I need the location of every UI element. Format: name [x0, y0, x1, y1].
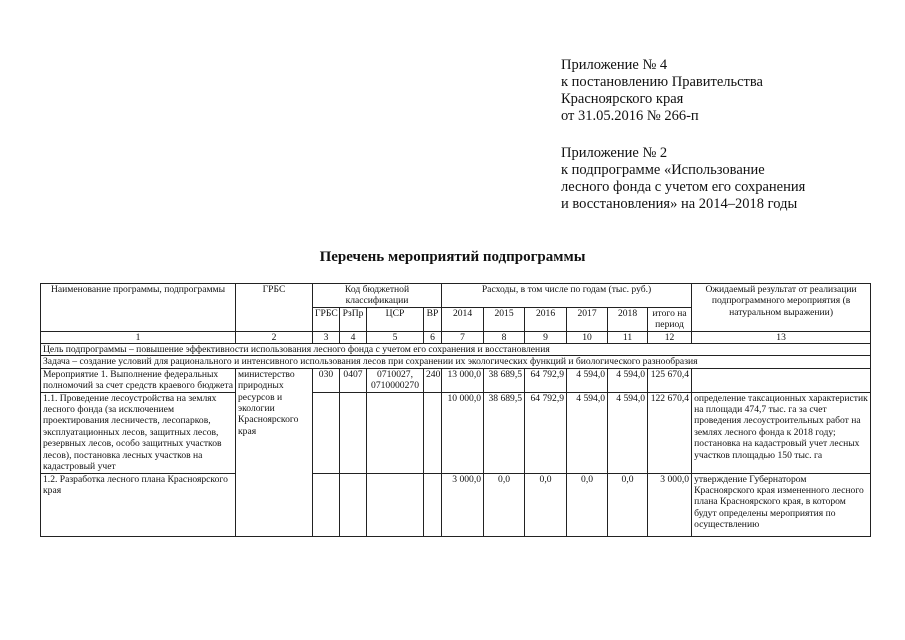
- row-vr: [424, 392, 442, 473]
- annex-2-line: Приложение № 2: [561, 145, 668, 161]
- row-csr: 0710027, 0710000270: [367, 368, 424, 392]
- row-2018: 0,0: [608, 473, 648, 536]
- row-total: 3 000,0: [648, 473, 692, 536]
- col-num: 1: [41, 331, 236, 343]
- table-row: [41, 392, 871, 473]
- subprogram-goal: Цель подпрограммы – повышение эффективности использования лесного фонда с учетом его сохранения и восстановления: [41, 344, 871, 356]
- row-rzpr: [340, 392, 367, 473]
- header-csr: ЦСР: [367, 307, 424, 331]
- header-rzpr: РзПр: [340, 307, 367, 331]
- col-num: 10: [567, 331, 608, 343]
- row-grbs-code: 030: [313, 368, 340, 392]
- table-row: [41, 473, 871, 536]
- col-num: 3: [313, 331, 340, 343]
- row-result: [692, 368, 871, 392]
- header-budget-code: Код бюджетной классификации: [313, 284, 442, 308]
- row-csr: [367, 392, 424, 473]
- row-2014: 10 000,0: [442, 392, 484, 473]
- col-num: 6: [424, 331, 442, 343]
- annex-2-line: и восстановления» на 2014–2018 годы: [561, 196, 798, 212]
- header-row-1: [41, 284, 871, 308]
- row-2016: 64 792,9: [525, 392, 567, 473]
- header-expenses: Расходы, в том числе по годам (тыс. руб.): [442, 284, 692, 308]
- row-2015: 38 689,5: [484, 392, 525, 473]
- annex-2-block: [561, 145, 805, 213]
- header-grbs: ГРБС: [236, 284, 313, 332]
- header-name: Наименование программы, подпрограммы: [41, 284, 236, 332]
- header-year-2016: 2016: [525, 307, 567, 331]
- row-2016: 0,0: [525, 473, 567, 536]
- row-grbs-org: министерство природных ресурсов и экологии Красноярского края: [236, 368, 313, 536]
- annex-4-line: Приложение № 4: [561, 57, 668, 73]
- row-2017: 4 594,0: [567, 368, 608, 392]
- subprogram-task: Задача – создание условий для рационального и интенсивного использования лесов при сохранении их экологических функций и биологического разнообразия: [41, 356, 871, 368]
- header-year-2018: 2018: [608, 307, 648, 331]
- col-num: 2: [236, 331, 313, 343]
- row-rzpr: [340, 473, 367, 536]
- annex-4-line: к постановлению Правительства: [561, 74, 763, 90]
- row-2016: 64 792,9: [525, 368, 567, 392]
- col-num: 12: [648, 331, 692, 343]
- row-2014: 13 000,0: [442, 368, 484, 392]
- row-vr: [424, 473, 442, 536]
- row-2015: 0,0: [484, 473, 525, 536]
- row-result: утверждение Губернатором Красноярского края измененного лесного плана Красноярского края, в котором будут определены мероприятия по осуществлению: [692, 473, 871, 536]
- row-2014: 3 000,0: [442, 473, 484, 536]
- col-num: 7: [442, 331, 484, 343]
- header-year-2014: 2014: [442, 307, 484, 331]
- row-2015: 38 689,5: [484, 368, 525, 392]
- header-year-2015: 2015: [484, 307, 525, 331]
- table-row: [41, 368, 871, 392]
- col-num: 11: [608, 331, 648, 343]
- task-row: [41, 356, 871, 368]
- row-grbs-code: [313, 473, 340, 536]
- row-grbs-code: [313, 392, 340, 473]
- header-vr: ВР: [424, 307, 442, 331]
- row-name: 1.1. Проведение лесоустройства на землях лесного фонда (за исключением проектирования лесничеств, лесопарков, эксплуатационных лесов, защитных лесов, резервных лесов, особо защитных участков лесов), постановка лесных участков на кадастровый учет: [41, 392, 236, 473]
- row-2018: 4 594,0: [608, 368, 648, 392]
- annex-2-line: к подпрограмме «Использование: [561, 162, 765, 178]
- row-csr: [367, 473, 424, 536]
- header-grbs-code: ГРБС: [313, 307, 340, 331]
- annex-4-line: Красноярского края: [561, 91, 684, 107]
- annex-4-line: от 31.05.2016 № 266-п: [561, 108, 699, 124]
- col-num: 13: [692, 331, 871, 343]
- row-2018: 4 594,0: [608, 392, 648, 473]
- col-num: 9: [525, 331, 567, 343]
- annex-4-block: [561, 57, 763, 125]
- row-rzpr: 0407: [340, 368, 367, 392]
- header-expected-result: Ожидаемый результат от реализации подпрограммного мероприятия (в натуральном выражении): [692, 284, 871, 332]
- column-numbers-row: [41, 331, 871, 343]
- annex-2-line: лесного фонда с учетом его сохранения: [561, 179, 806, 195]
- document-title: Перечень мероприятий подпрограммы: [319, 249, 586, 265]
- col-num: 4: [340, 331, 367, 343]
- col-num: 5: [367, 331, 424, 343]
- row-2017: 4 594,0: [567, 392, 608, 473]
- col-num: 8: [484, 331, 525, 343]
- goal-row: [41, 344, 871, 356]
- row-name: Мероприятие 1. Выполнение федеральных полномочий за счет средств краевого бюджета: [41, 368, 236, 392]
- row-vr: 240: [424, 368, 442, 392]
- row-2017: 0,0: [567, 473, 608, 536]
- header-year-2017: 2017: [567, 307, 608, 331]
- header-total: итого на период: [648, 307, 692, 331]
- row-total: 125 670,4: [648, 368, 692, 392]
- row-total: 122 670,4: [648, 392, 692, 473]
- row-name: 1.2. Разработка лесного плана Красноярского края: [41, 473, 236, 536]
- row-result: определение таксационных характеристик на площади 474,7 тыс. га за счет проведения лесоустроительных работ на землях лесного фонда к 2018 году; постановка на кадастровый учет лесных участков площадью 150 тыс. га: [692, 392, 871, 473]
- measures-table: [40, 283, 871, 537]
